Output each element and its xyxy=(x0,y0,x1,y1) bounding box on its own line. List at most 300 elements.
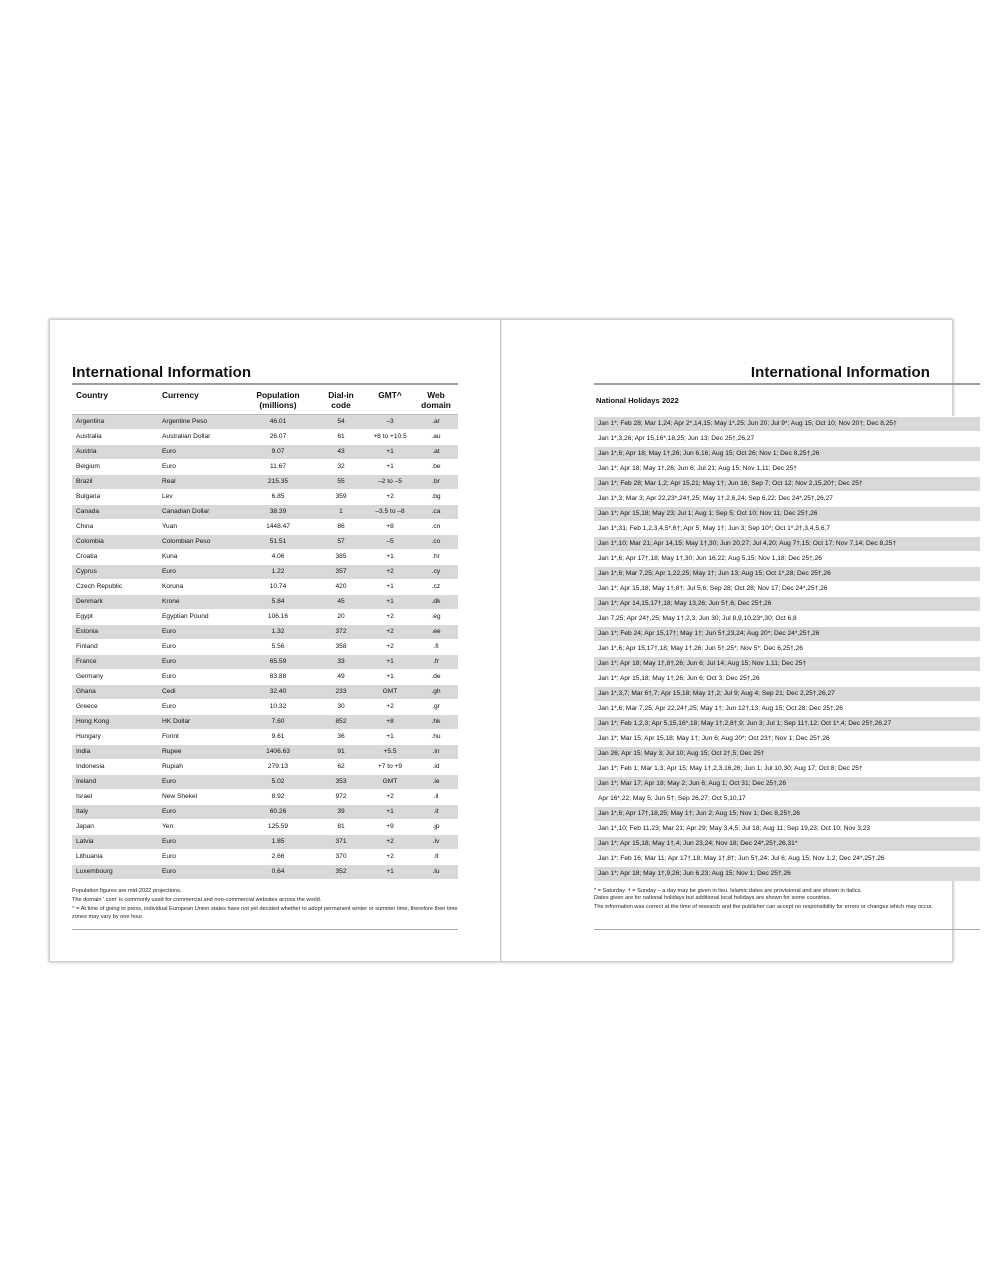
cell-population: 8.92 xyxy=(240,790,316,805)
cell-dial-code: 352 xyxy=(316,865,366,880)
cell-currency: Real xyxy=(160,475,240,490)
holiday-row xyxy=(594,597,980,612)
cell-gmt: +2 xyxy=(366,640,414,655)
table-row xyxy=(72,415,458,430)
cell-population: 38.39 xyxy=(240,505,316,520)
cell-web-domain: .gr xyxy=(414,700,458,715)
cell-currency: Canadian Dollar xyxy=(160,505,240,520)
cell-population: 125.59 xyxy=(240,820,316,835)
holiday-dates: Jan 1*; Apr 15,18; May 1†,8†; Jul 5,6; Sep 28; Oct 28; Nov 17; Dec 24*,25†,26 xyxy=(594,582,980,597)
cell-currency: Euro xyxy=(160,565,240,580)
cell-web-domain: .hk xyxy=(414,715,458,730)
cell-dial-code: 86 xyxy=(316,520,366,535)
cell-country: Estonia xyxy=(72,625,160,640)
holiday-row xyxy=(594,672,980,687)
cell-dial-code: 57 xyxy=(316,535,366,550)
cell-country: Japan xyxy=(72,820,160,835)
cell-gmt: +1 xyxy=(366,580,414,595)
header-gmt: GMT^ xyxy=(366,385,414,415)
table-row xyxy=(72,805,458,820)
holiday-row xyxy=(594,432,980,447)
holiday-dates: Jan 1*; Feb 28; Mar 1,24; Apr 2*,14,15; May 1*,25; Jun 20; Jul 9*; Aug 15; Oct 10; Nov 20†; Dec 8,25† xyxy=(594,417,980,432)
cell-population: 65.59 xyxy=(240,655,316,670)
cell-gmt: –3.5 to –8 xyxy=(366,505,414,520)
cell-gmt: –5 xyxy=(366,535,414,550)
cell-population: 106.16 xyxy=(240,610,316,625)
cell-gmt: +5.5 xyxy=(366,745,414,760)
cell-gmt: +1 xyxy=(366,865,414,880)
cell-population: 1448.47 xyxy=(240,520,316,535)
cell-population: 7.60 xyxy=(240,715,316,730)
cell-country: Austria xyxy=(72,445,160,460)
note-population: Population figures are mid-2022 projections. xyxy=(72,888,182,894)
table-row xyxy=(72,790,458,805)
holiday-dates: Jan 1*; Feb 1; Mar 1,3; Apr 15; May 1†,2,3,16,26; Jun 1; Jul 10,30; Aug 17; Oct 8; Dec 25† xyxy=(594,762,980,777)
cell-dial-code: 33 xyxy=(316,655,366,670)
holiday-row xyxy=(594,807,980,822)
cell-country: Lithuania xyxy=(72,850,160,865)
holiday-row xyxy=(594,717,980,732)
holiday-dates: Jan 1*,10; Mar 21; Apr 14,15; May 1†,30; Jun 20,27; Jul 4,20; Aug 7†,15; Oct 17; Nov 7,14; Dec 8,25† xyxy=(594,537,980,552)
cell-currency: Koruna xyxy=(160,580,240,595)
cell-gmt: +1 xyxy=(366,670,414,685)
cell-currency: Euro xyxy=(160,625,240,640)
table-row xyxy=(72,730,458,745)
cell-web-domain: .be xyxy=(414,460,458,475)
cell-gmt: +2 xyxy=(366,850,414,865)
right-notes xyxy=(594,888,980,912)
cell-dial-code: 353 xyxy=(316,775,366,790)
holiday-row xyxy=(594,657,980,672)
cell-gmt: +1 xyxy=(366,460,414,475)
cell-population: 10.74 xyxy=(240,580,316,595)
cell-population: 5.84 xyxy=(240,595,316,610)
table-row xyxy=(72,625,458,640)
cell-currency: Kuna xyxy=(160,550,240,565)
cell-web-domain: .at xyxy=(414,445,458,460)
holiday-row xyxy=(594,732,980,747)
holiday-dates: Jan 1*; Apr 15,18; May 23; Jul 1; Aug 1; Sep 5; Oct 10; Nov 11; Dec 25†,26 xyxy=(594,507,980,522)
diary-spread xyxy=(49,319,953,962)
cell-gmt: +2 xyxy=(366,700,414,715)
holiday-dates: Jan 1*,6; Mar 7,25; Apr 22,24†,25; May 1†; Jun 12†,13; Aug 15; Oct 28; Dec 25†,26 xyxy=(594,702,980,717)
cell-gmt: +2 xyxy=(366,610,414,625)
holidays-table xyxy=(594,416,980,881)
holiday-row xyxy=(594,537,980,552)
table-row xyxy=(72,520,458,535)
cell-population: 9.61 xyxy=(240,730,316,745)
table-row xyxy=(72,670,458,685)
holiday-dates: Jan 1*; Mar 15; Apr 15,18; May 1†; Jun 6; Aug 20*; Oct 23†; Nov 1; Dec 25†,26 xyxy=(594,732,980,747)
cell-currency: Euro xyxy=(160,700,240,715)
holiday-row xyxy=(594,762,980,777)
note-local-holidays: Dates given are for national holidays but additional local holidays are shown for some countries. xyxy=(594,894,831,901)
holiday-dates: Jan 1*,6; Mar 7,25; Apr 1,22,25; May 1†; Jun 13; Aug 15; Oct 1*,28; Dec 25†,26 xyxy=(594,567,980,582)
holiday-row xyxy=(594,612,980,627)
cell-dial-code: 81 xyxy=(316,820,366,835)
holiday-dates: Jan 1*,10; Feb 11,23; Mar 21; Apr 29; May 3,4,5; Jul 18; Aug 11; Sep 19,23; Oct 10; Nov 3,23 xyxy=(594,822,980,837)
cell-country: Belgium xyxy=(72,460,160,475)
holiday-row xyxy=(594,627,980,642)
cell-country: Australia xyxy=(72,430,160,445)
table-row xyxy=(72,700,458,715)
table-row xyxy=(72,475,458,490)
table-row xyxy=(72,445,458,460)
note-domain: The domain '.com' is commonly used for commercial and non-commercial websites across the world. xyxy=(72,897,322,904)
cell-dial-code: 30 xyxy=(316,700,366,715)
holiday-dates: Jan 1*,3,7; Mar 6†,7; Apr 15,18; May 1†,2; Jul 9; Aug 4; Sep 21; Dec 2,25†,26,27 xyxy=(594,687,980,702)
cell-gmt: +2 xyxy=(366,835,414,850)
cell-web-domain: .ar xyxy=(414,415,458,430)
cell-web-domain: .lu xyxy=(414,865,458,880)
table-row xyxy=(72,610,458,625)
cell-dial-code: 55 xyxy=(316,475,366,490)
cell-gmt: +1 xyxy=(366,445,414,460)
cell-web-domain: .gh xyxy=(414,685,458,700)
cell-dial-code: 852 xyxy=(316,715,366,730)
cell-currency: Egyptian Pound xyxy=(160,610,240,625)
table-row xyxy=(72,595,458,610)
table-row xyxy=(72,745,458,760)
table-row xyxy=(72,490,458,505)
holiday-row xyxy=(594,687,980,702)
table-row xyxy=(72,640,458,655)
holiday-row xyxy=(594,852,980,867)
country-table xyxy=(72,385,458,879)
cell-gmt: GMT xyxy=(366,685,414,700)
note-symbols: * = Saturday. † = Sunday – a day may be given in lieu. Islamic dates are provisional and are shown in italics. xyxy=(594,888,862,894)
cell-gmt: +2 xyxy=(366,790,414,805)
cell-country: Argentina xyxy=(72,415,160,430)
cell-country: Hong Kong xyxy=(72,715,160,730)
holiday-dates: Jan 1*,6; Apr 17†,18,25; May 1†; Jun 2; Aug 15; Nov 1; Dec 8,25†,26 xyxy=(594,807,980,822)
cell-web-domain: .dk xyxy=(414,595,458,610)
cell-gmt: +2 xyxy=(366,490,414,505)
cell-country: Egypt xyxy=(72,610,160,625)
holiday-row xyxy=(594,492,980,507)
table-row xyxy=(72,685,458,700)
cell-currency: Euro xyxy=(160,805,240,820)
holiday-row xyxy=(594,522,980,537)
cell-dial-code: 359 xyxy=(316,490,366,505)
cell-country: Indonesia xyxy=(72,760,160,775)
holiday-dates: Jan 1*; Mar 17; Apr 18; May 2; Jun 6; Aug 1; Oct 31; Dec 25†,26 xyxy=(594,777,980,792)
holiday-row xyxy=(594,417,980,432)
left-page xyxy=(50,320,500,961)
cell-web-domain: .in xyxy=(414,745,458,760)
cell-web-domain: .ie xyxy=(414,775,458,790)
cell-population: 0.64 xyxy=(240,865,316,880)
cell-population: 1406.63 xyxy=(240,745,316,760)
holiday-row xyxy=(594,837,980,852)
holidays-heading: National Holidays 2022 xyxy=(596,396,679,405)
holiday-dates: Jan 1*,6; Apr 18; May 1†,26; Jun 6,16; Aug 15; Oct 26; Nov 1; Dec 8,25†,26 xyxy=(594,447,980,462)
cell-currency: Forint xyxy=(160,730,240,745)
cell-web-domain: .co xyxy=(414,535,458,550)
cell-gmt: –2 to –5 xyxy=(366,475,414,490)
cell-dial-code: 39 xyxy=(316,805,366,820)
holiday-dates: Jan 1*,6; Apr 17†,18; May 1†,30; Jun 16,22; Aug 5,15; Nov 1,18; Dec 25†,26 xyxy=(594,552,980,567)
cell-population: 5.02 xyxy=(240,775,316,790)
cell-population: 6.85 xyxy=(240,490,316,505)
holiday-row xyxy=(594,447,980,462)
table-row xyxy=(72,580,458,595)
cell-web-domain: .id xyxy=(414,760,458,775)
cell-web-domain: .br xyxy=(414,475,458,490)
table-row xyxy=(72,775,458,790)
cell-web-domain: .eg xyxy=(414,610,458,625)
cell-dial-code: 49 xyxy=(316,670,366,685)
cell-population: 60.26 xyxy=(240,805,316,820)
header-web-domain: Web domain xyxy=(414,385,458,415)
cell-web-domain: .ee xyxy=(414,625,458,640)
holidays-table-body xyxy=(594,417,980,882)
cell-web-domain: .cz xyxy=(414,580,458,595)
cell-dial-code: 54 xyxy=(316,415,366,430)
holiday-row xyxy=(594,582,980,597)
cell-country: China xyxy=(72,520,160,535)
cell-dial-code: 233 xyxy=(316,685,366,700)
holiday-dates: Jan 1*,3; Mar 3; Apr 22,23*,24†,25; May 1†,2,6,24; Sep 6,22; Dec 24*,25†,26,27 xyxy=(594,492,980,507)
page-title-right: International Information xyxy=(750,364,930,381)
cell-gmt: +8 to +10.5 xyxy=(366,430,414,445)
cell-country: Israel xyxy=(72,790,160,805)
holiday-dates: Jan 7,25; Apr 24†,25; May 1†,2,3; Jun 30; Jul 8,9,10,23*,30; Oct 6,8 xyxy=(594,612,980,627)
holiday-row xyxy=(594,552,980,567)
cell-population: 1.32 xyxy=(240,625,316,640)
holiday-dates: Jan 1*; Feb 16; Mar 11; Apr 17†,18; May 1†,8†; Jun 5†,24; Jul 6; Aug 15; Nov 1,2; Dec 24*,25†,26 xyxy=(594,852,980,867)
cell-population: 11.67 xyxy=(240,460,316,475)
cell-country: Latvia xyxy=(72,835,160,850)
table-row xyxy=(72,430,458,445)
cell-currency: Rupiah xyxy=(160,760,240,775)
cell-web-domain: .cy xyxy=(414,565,458,580)
bottom-rule-right xyxy=(594,929,980,930)
cell-web-domain: .il xyxy=(414,790,458,805)
table-row xyxy=(72,550,458,565)
cell-currency: Euro xyxy=(160,460,240,475)
cell-country: Denmark xyxy=(72,595,160,610)
cell-dial-code: 357 xyxy=(316,565,366,580)
cell-dial-code: 62 xyxy=(316,760,366,775)
cell-dial-code: 20 xyxy=(316,610,366,625)
cell-population: 215.35 xyxy=(240,475,316,490)
cell-currency: Euro xyxy=(160,655,240,670)
holiday-dates: Jan 1*; Apr 18; May 1†,9,26; Jun 6,23; Aug 15; Nov 1; Dec 25†,26 xyxy=(594,867,980,882)
holiday-row xyxy=(594,822,980,837)
table-row xyxy=(72,505,458,520)
cell-gmt: +1 xyxy=(366,805,414,820)
holiday-dates: Jan 1*,31; Feb 1,2,3,4,5*,6†; Apr 5; May 1†; Jun 3; Sep 10*; Oct 1*,2†,3,4,5,6,7 xyxy=(594,522,980,537)
left-notes xyxy=(72,888,458,923)
right-page xyxy=(502,320,952,961)
cell-dial-code: 91 xyxy=(316,745,366,760)
cell-gmt: +2 xyxy=(366,565,414,580)
cell-dial-code: 385 xyxy=(316,550,366,565)
cell-dial-code: 36 xyxy=(316,730,366,745)
cell-dial-code: 43 xyxy=(316,445,366,460)
cell-country: Czech Republic xyxy=(72,580,160,595)
cell-population: 51.51 xyxy=(240,535,316,550)
cell-gmt: +1 xyxy=(366,595,414,610)
cell-currency: Yen xyxy=(160,820,240,835)
cell-country: Germany xyxy=(72,670,160,685)
table-row xyxy=(72,835,458,850)
note-gmt: ^ = At time of going to press, individual European Union states have not yet decided whether to adopt permanent winter or summer time, therefore their time zones may vary by one hour. xyxy=(72,906,458,920)
note-disclaimer: The information was correct at the time of research and the publisher can accept no responsibility for errors or changes which may occur. xyxy=(594,903,933,910)
table-row xyxy=(72,715,458,730)
cell-currency: Euro xyxy=(160,640,240,655)
cell-population: 1.22 xyxy=(240,565,316,580)
header-currency: Currency xyxy=(160,385,240,415)
cell-population: 26.07 xyxy=(240,430,316,445)
cell-web-domain: .lt xyxy=(414,850,458,865)
table-row xyxy=(72,460,458,475)
holiday-row xyxy=(594,777,980,792)
cell-population: 5.56 xyxy=(240,640,316,655)
cell-dial-code: 372 xyxy=(316,625,366,640)
cell-country: India xyxy=(72,745,160,760)
cell-gmt: +1 xyxy=(366,730,414,745)
holiday-dates: Jan 1*,3,26; Apr 15,16*,18,25; Jun 13; Dec 25†,26,27 xyxy=(594,432,980,447)
title-rule-right xyxy=(594,383,980,385)
header-dial-code: Dial-in code xyxy=(316,385,366,415)
cell-dial-code: 972 xyxy=(316,790,366,805)
cell-currency: Euro xyxy=(160,775,240,790)
country-table-body xyxy=(72,415,458,880)
cell-population: 279.13 xyxy=(240,760,316,775)
cell-web-domain: .au xyxy=(414,430,458,445)
cell-dial-code: 1 xyxy=(316,505,366,520)
table-row xyxy=(72,760,458,775)
header-population: Population (millions) xyxy=(240,385,316,415)
cell-currency: Lev xyxy=(160,490,240,505)
cell-currency: Argentine Peso xyxy=(160,415,240,430)
cell-web-domain: .it xyxy=(414,805,458,820)
cell-currency: New Shekel xyxy=(160,790,240,805)
holiday-dates: Jan 1*; Feb 24; Apr 15,17†; May 1†; Jun 5†,23,24; Aug 20*; Dec 24*,25†,26 xyxy=(594,627,980,642)
cell-population: 4.06 xyxy=(240,550,316,565)
holiday-dates: Jan 1*,6; Apr 15,17†,18; May 1†,26; Jun 5†,25*; Nov 5*; Dec 6,25†,26 xyxy=(594,642,980,657)
holiday-dates: Jan 1*; Apr 15,18; May 1†,26; Jun 6; Oct 3; Dec 25†,26 xyxy=(594,672,980,687)
cell-currency: Euro xyxy=(160,835,240,850)
cell-gmt: +1 xyxy=(366,550,414,565)
cell-currency: HK Dollar xyxy=(160,715,240,730)
cell-country: France xyxy=(72,655,160,670)
cell-currency: Rupee xyxy=(160,745,240,760)
cell-dial-code: 358 xyxy=(316,640,366,655)
cell-country: Greece xyxy=(72,700,160,715)
cell-country: Italy xyxy=(72,805,160,820)
cell-dial-code: 45 xyxy=(316,595,366,610)
cell-web-domain: .fi xyxy=(414,640,458,655)
cell-dial-code: 420 xyxy=(316,580,366,595)
table-header-row xyxy=(72,385,458,415)
cell-country: Hungary xyxy=(72,730,160,745)
holiday-row xyxy=(594,477,980,492)
table-row xyxy=(72,820,458,835)
cell-web-domain: .hu xyxy=(414,730,458,745)
holiday-row xyxy=(594,567,980,582)
cell-country: Croatia xyxy=(72,550,160,565)
cell-population: 83.88 xyxy=(240,670,316,685)
holiday-row xyxy=(594,867,980,882)
cell-gmt: +1 xyxy=(366,655,414,670)
cell-currency: Cedi xyxy=(160,685,240,700)
cell-dial-code: 61 xyxy=(316,430,366,445)
cell-country: Canada xyxy=(72,505,160,520)
cell-country: Luxembourg xyxy=(72,865,160,880)
cell-gmt: +8 xyxy=(366,715,414,730)
holiday-dates: Jan 1*; Apr 15,18; May 1†,4; Jun 23,24; Nov 18; Dec 24*,25†,26,31* xyxy=(594,837,980,852)
cell-web-domain: .jp xyxy=(414,820,458,835)
cell-currency: Yuan xyxy=(160,520,240,535)
cell-dial-code: 370 xyxy=(316,850,366,865)
holiday-dates: Apr 16*,22; May 5; Jun 5†; Sep 26,27; Oct 5,10,17 xyxy=(594,792,980,807)
holiday-dates: Jan 1*; Apr 14,15,17†,18; May 13,26; Jun 5†,6; Dec 25†,26 xyxy=(594,597,980,612)
cell-population: 10.32 xyxy=(240,700,316,715)
cell-web-domain: .de xyxy=(414,670,458,685)
cell-gmt: +7 to +9 xyxy=(366,760,414,775)
cell-country: Cyprus xyxy=(72,565,160,580)
cell-population: 46.01 xyxy=(240,415,316,430)
cell-web-domain: .bg xyxy=(414,490,458,505)
table-row xyxy=(72,865,458,880)
cell-currency: Colombian Peso xyxy=(160,535,240,550)
holiday-row xyxy=(594,792,980,807)
table-row xyxy=(72,655,458,670)
cell-web-domain: .ca xyxy=(414,505,458,520)
cell-currency: Australian Dollar xyxy=(160,430,240,445)
cell-population: 9.07 xyxy=(240,445,316,460)
cell-country: Colombia xyxy=(72,535,160,550)
cell-dial-code: 32 xyxy=(316,460,366,475)
holiday-dates: Jan 1*; Feb 1,2,3; Apr 5,15,16*,18; May 1†,2,8†,9; Jun 3; Jul 1; Sep 11†,12; Oct 1*,4; Dec 25†,26,27 xyxy=(594,717,980,732)
cell-gmt: +8 xyxy=(366,520,414,535)
cell-population: 2.66 xyxy=(240,850,316,865)
holiday-dates: Jan 1*; Apr 18; May 1†,26; Jun 6; Jul 21; Aug 15; Nov 1,11; Dec 25† xyxy=(594,462,980,477)
cell-country: Ghana xyxy=(72,685,160,700)
cell-gmt: +9 xyxy=(366,820,414,835)
holiday-dates: Jan 1*; Feb 28; Mar 1,2; Apr 15,21; May 1†; Jun 16; Sep 7; Oct 12; Nov 2,15,20†; Dec 25† xyxy=(594,477,980,492)
table-row xyxy=(72,850,458,865)
holiday-row xyxy=(594,642,980,657)
cell-country: Ireland xyxy=(72,775,160,790)
cell-web-domain: .cn xyxy=(414,520,458,535)
holiday-row xyxy=(594,702,980,717)
cell-gmt: +2 xyxy=(366,625,414,640)
holiday-row xyxy=(594,462,980,477)
bottom-rule xyxy=(72,929,458,930)
holiday-dates: Jan 26; Apr 15; May 3; Jul 10; Aug 15; Oct 2†,5; Dec 25† xyxy=(594,747,980,762)
holiday-dates: Jan 1*; Apr 18; May 1†,8†,26; Jun 6; Jul 14; Aug 15; Nov 1,11; Dec 25† xyxy=(594,657,980,672)
cell-gmt: GMT xyxy=(366,775,414,790)
cell-currency: Euro xyxy=(160,850,240,865)
cell-population: 32.40 xyxy=(240,685,316,700)
cell-currency: Krone xyxy=(160,595,240,610)
cell-dial-code: 371 xyxy=(316,835,366,850)
header-country: Country xyxy=(72,385,160,415)
cell-country: Finland xyxy=(72,640,160,655)
cell-population: 1.85 xyxy=(240,835,316,850)
cell-currency: Euro xyxy=(160,670,240,685)
table-row xyxy=(72,565,458,580)
cell-gmt: –3 xyxy=(366,415,414,430)
cell-country: Bulgaria xyxy=(72,490,160,505)
page-title: International Information xyxy=(72,364,252,381)
cell-web-domain: .lv xyxy=(414,835,458,850)
cell-currency: Euro xyxy=(160,445,240,460)
